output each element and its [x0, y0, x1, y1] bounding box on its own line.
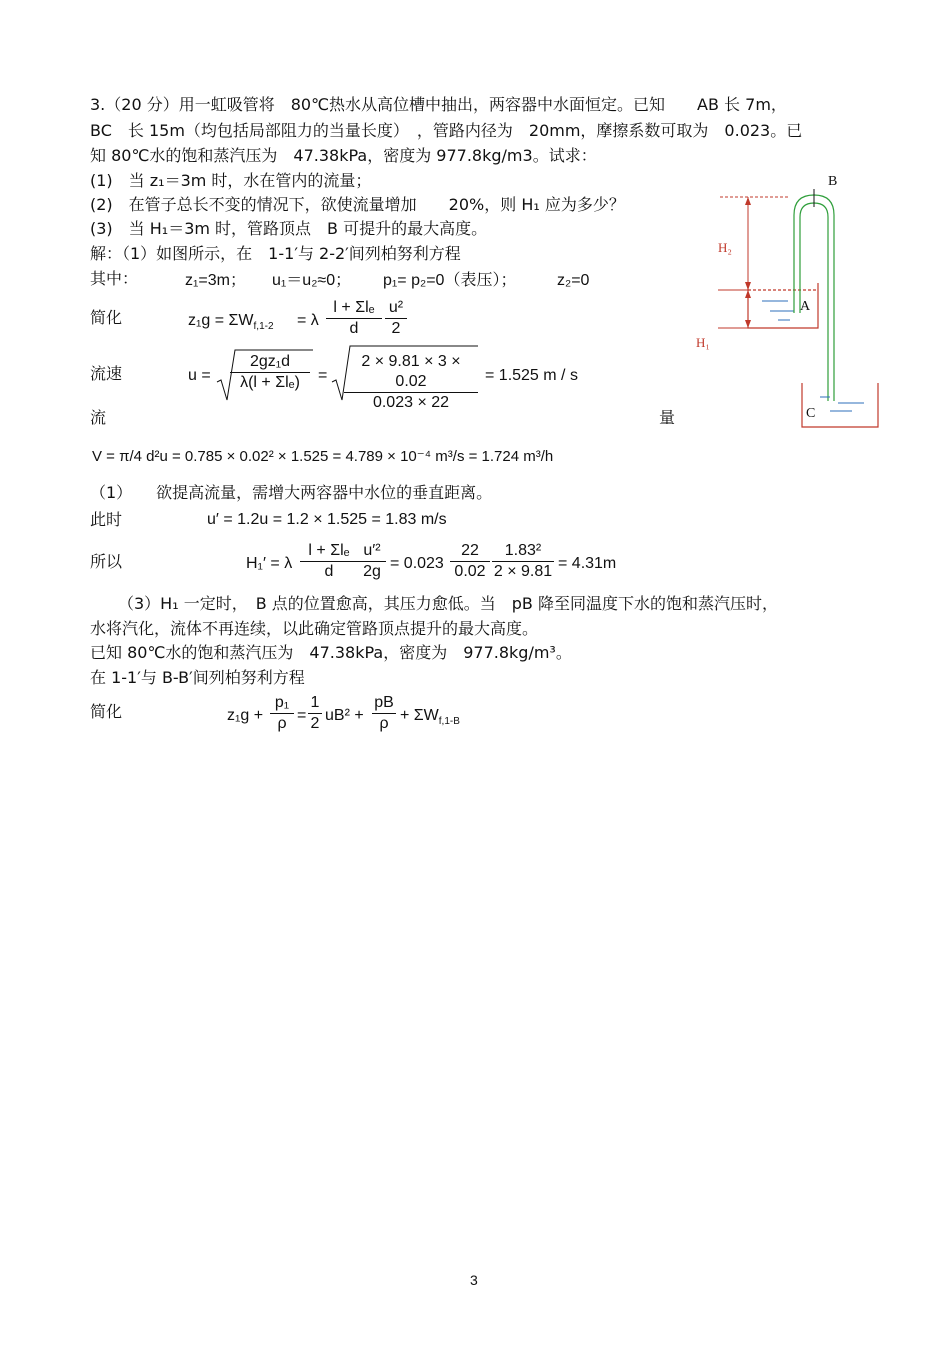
eq3-fraction-3	[450, 541, 490, 582]
figure-label-H1: H₁	[696, 335, 710, 350]
eq1-lhs: z₁g = ΣW	[188, 312, 254, 329]
part3-line-1: （3）H₁ 一定时， B 点的位置愈高，其压力愈低。当 pB 降至同温度下水的饱和蒸汽压时，	[118, 594, 778, 613]
eq3-frac3-den: 0.02	[454, 563, 486, 580]
eq1-equals-lambda: = λ	[297, 312, 319, 329]
part3-line-3: 已知 80℃水的饱和蒸汽压为 47.38kPa，密度为 977.8kg/m³。	[90, 643, 572, 662]
figure-label-H2: H₂	[718, 240, 732, 255]
eq4-equals: =	[297, 707, 307, 724]
eq2-frac1-den: λ(l + Σlₑ)	[240, 374, 300, 391]
given-z1: z₁=3m；	[185, 272, 246, 289]
eq3-fraction-4	[492, 541, 554, 582]
given-p: p₁= p₂=0（表压）；	[383, 272, 517, 289]
eq2-equals: =	[318, 367, 328, 384]
flow-label-left: 流	[90, 408, 107, 427]
part2-now-equation: u′ = 1.2u = 1.2 × 1.525 = 1.83 m/s	[207, 511, 447, 528]
velocity-label: 流速	[90, 364, 123, 383]
eq1-sub: f,1-2	[253, 321, 274, 333]
given-u: u₁＝u₂≈0；	[272, 272, 352, 289]
eq2-frac2-num: 2 × 9.81 × 3 × 0.02	[361, 353, 461, 390]
simplify-label: 简化	[90, 308, 123, 327]
eq3-mid: = 0.023	[390, 555, 444, 572]
eq3-lhs: H₁′ = λ	[246, 555, 293, 572]
figure-label-B: B	[828, 174, 838, 189]
eq4-tail-sub: f,1-B	[438, 716, 460, 728]
figure-label-C: C	[806, 406, 816, 421]
eq1-frac1-den: d	[349, 320, 359, 337]
eq1-fraction-length	[326, 298, 382, 339]
flow-label-right: 量	[659, 408, 676, 427]
eq4-fraction-pB	[372, 693, 396, 734]
eq2-lhs: u =	[188, 367, 211, 384]
eq4-frac1-num: p₁	[274, 694, 290, 711]
eq4-fraction-p1	[270, 693, 294, 734]
eq4-tail: + ΣW	[400, 707, 439, 724]
part3-line-4: 在 1-1′与 B-B′间列柏努利方程	[90, 668, 305, 687]
problem-line-3: 知 80℃水的饱和蒸汽压为 47.38kPa，密度为 977.8kg/m3。试求：	[90, 146, 597, 165]
given-z2: z₂=0	[557, 272, 590, 289]
siphon-diagram	[690, 165, 900, 435]
eq3-frac2-num: u′²	[363, 542, 381, 559]
eq3-frac4-num: 1.83²	[504, 542, 542, 559]
eq4-fraction-half	[308, 693, 322, 734]
eq3-frac3-num: 22	[461, 542, 479, 559]
eq3-result: = 4.31m	[558, 555, 617, 572]
figure-label-A: A	[800, 299, 811, 314]
question-3: (3) 当 H₁＝3m 时，管路顶点 B 可提升的最大高度。	[90, 219, 488, 238]
eq1-frac1-num: l + Σlₑ	[333, 299, 375, 316]
eq4-uB: uB² +	[325, 707, 364, 724]
question-2: (2) 在管子总长不变的情况下，欲使流量增加 20%，则 H₁ 应为多少？	[90, 195, 625, 214]
eq2-frac1-num: 2gz₁d	[249, 353, 291, 370]
eq3-fraction-velocity	[358, 541, 386, 582]
eq2-result: = 1.525 m / s	[485, 367, 578, 384]
eq3-frac2-den: 2g	[363, 563, 381, 580]
eq1-fraction-velocity	[385, 298, 407, 339]
eq1-frac2-den: 2	[391, 320, 401, 337]
eq4-frac1-den: ρ	[277, 715, 287, 732]
part3-line-2: 水将汽化，流体不再连续，以此确定管路顶点提升的最大高度。	[90, 619, 539, 638]
problem-line-2: BC 长 15m（均包括局部阻力的当量长度） ，管路内径为 20mm，摩擦系数可取为 0.023。已	[90, 121, 803, 140]
eq3-fraction-length	[300, 541, 358, 582]
part3-simplify-label: 简化	[90, 702, 123, 721]
eq3-frac1-num: l + Σlₑ	[308, 542, 350, 559]
question-1: (1) 当 z₁＝3m 时，水在管内的流量；	[90, 171, 372, 190]
part2-now-label: 此时	[90, 510, 123, 529]
eq4-frac2-num: 1	[310, 694, 320, 711]
eq3-frac1-den: d	[324, 563, 334, 580]
eq4-frac3-num: pB	[374, 694, 394, 711]
given-label: 其中：	[90, 269, 139, 288]
eq4-frac2-den: 2	[310, 715, 320, 732]
eq2-fraction-2	[344, 352, 478, 413]
flow-rate-equation: V = π/4 d²u = 0.785 × 0.02² × 1.525 = 4.789 × 10⁻⁴ m³/s = 1.724 m³/h	[92, 448, 554, 465]
eq4-lhs: z₁g +	[227, 707, 264, 724]
eq2-fraction-1	[230, 352, 310, 393]
eq1-frac2-num: u²	[388, 299, 404, 316]
eq2-frac2-den: 0.023 × 22	[372, 394, 450, 411]
part2-so-label: 所以	[90, 552, 123, 571]
eq4-frac3-den: ρ	[379, 715, 389, 732]
page-number: 3	[470, 1272, 478, 1288]
problem-line-1: 3.（20 分）用一虹吸管将 80℃热水从高位槽中抽出，两容器中水面恒定。已知 AB 长 7m，	[90, 95, 787, 114]
eq3-frac4-den: 2 × 9.81	[493, 563, 553, 580]
part2-intro: （1） 欲提高流量，需增大两容器中水位的垂直距离。	[90, 483, 493, 502]
solution-intro: 解：（1）如图所示，在 1-1′与 2-2′间列柏努利方程	[90, 244, 461, 263]
